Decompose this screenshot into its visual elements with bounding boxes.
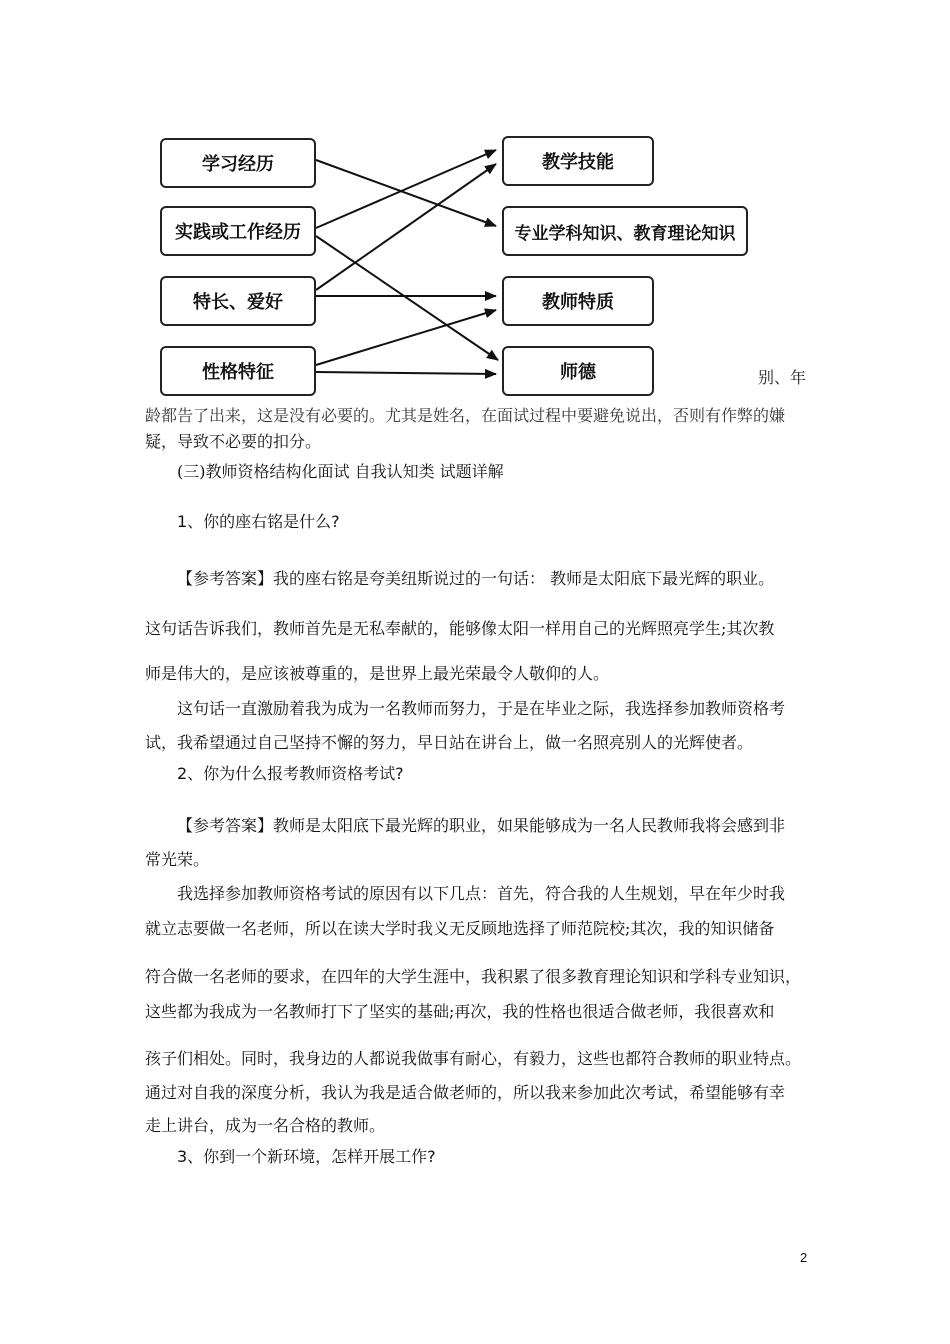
answer-2-line-8: 通过对自我的深度分析，我认为我是适合做老师的，所以我来参加此次考试，希望能够有幸 bbox=[145, 1083, 786, 1102]
answer-2-line-9: 走上讲台，成为一名合格的教师。 bbox=[145, 1116, 386, 1135]
question-2: 2、你为什么报考教师资格考试? bbox=[177, 764, 404, 783]
answer-2-line-5: 符合做一名老师的要求，在四年的大学生涯中，我积累了很多教育理论知识和学科专业知识， bbox=[145, 967, 802, 986]
answer-2-line-2: 常光荣。 bbox=[145, 850, 210, 869]
arrow-diagram bbox=[0, 0, 950, 420]
answer-1-line-2: 这句话告诉我们，教师首先是无私奉献的，能够像太阳一样用自己的光辉照亮学生;其次教 bbox=[145, 619, 775, 638]
cut-off-line bbox=[140, 396, 786, 425]
arrow-hobby-to-skills bbox=[316, 164, 496, 290]
answer-2-line-6: 这些都为我成为一名教师打下了坚实的基础;再次，我的性格也很适合做老师，我很喜欢和 bbox=[145, 1002, 775, 1021]
cut-off-line-text: 龄都告了出来，这是没有必要的。尤其是姓名，在面试过程中要避免说出，否则有作弊的嫌 bbox=[145, 406, 786, 425]
answer-2-line-1: 【参考答案】教师是太阳底下最光辉的职业，如果能够成为一名人民教师我将会感到非 bbox=[177, 816, 786, 835]
answer-2-line-7: 孩子们相处。同时，我身边的人都说我做事有耐心，有毅力，这些也都符合教师的职业特点。 bbox=[145, 1049, 802, 1068]
answer-2-line-4: 就立志要做一名老师，所以在读大学时我义无反顾地选择了师范院校;其次，我的知识储备 bbox=[145, 919, 775, 938]
box-subject-knowledge: 专业学科知识、教育理论知识 bbox=[502, 206, 748, 256]
arrow-character-to-traits bbox=[316, 310, 496, 365]
answer-1-line-3: 师是伟大的，是应该被尊重的，是世界上最光荣最令人敬仰的人。 bbox=[145, 664, 610, 683]
box-ethics: 师德 bbox=[502, 346, 654, 396]
box-character: 性格特征 bbox=[160, 346, 316, 396]
box-practice-experience: 实践或工作经历 bbox=[160, 206, 316, 256]
text-fragment-right: 别、年 bbox=[758, 368, 807, 387]
answer-1-line-4: 这句话一直激励着我为成为一名教师而努力，于是在毕业之际，我选择参加教师资格考 bbox=[177, 699, 786, 718]
text-line: 疑，导致不必要的扣分。 bbox=[145, 432, 322, 451]
question-1: 1、你的座右铭是什么? bbox=[177, 512, 340, 531]
box-teaching-skills: 教学技能 bbox=[502, 136, 654, 186]
section-heading: (三)教师资格结构化面试 自我认知类 试题详解 bbox=[177, 462, 504, 481]
page-number: 2 bbox=[800, 1250, 808, 1265]
arrow-character-to-ethics bbox=[316, 372, 496, 374]
answer-2-line-3: 我选择参加教师资格考试的原因有以下几点：首先，符合我的人生规划，早在年少时我 bbox=[177, 884, 786, 903]
arrow-practice-to-ethics bbox=[316, 236, 498, 360]
box-study-experience: 学习经历 bbox=[160, 138, 316, 188]
answer-1-line-1: 【参考答案】我的座右铭是夸美纽斯说过的一句话： 教师是太阳底下最光辉的职业。 bbox=[177, 569, 775, 588]
box-teacher-traits: 教师特质 bbox=[502, 276, 654, 326]
answer-1-line-5: 试，我希望通过自己坚持不懈的努力，早日站在讲台上，做一名照亮别人的光辉使者。 bbox=[145, 733, 754, 752]
question-3: 3、你到一个新环境，怎样开展工作? bbox=[177, 1147, 436, 1166]
box-hobbies: 特长、爱好 bbox=[160, 276, 316, 326]
